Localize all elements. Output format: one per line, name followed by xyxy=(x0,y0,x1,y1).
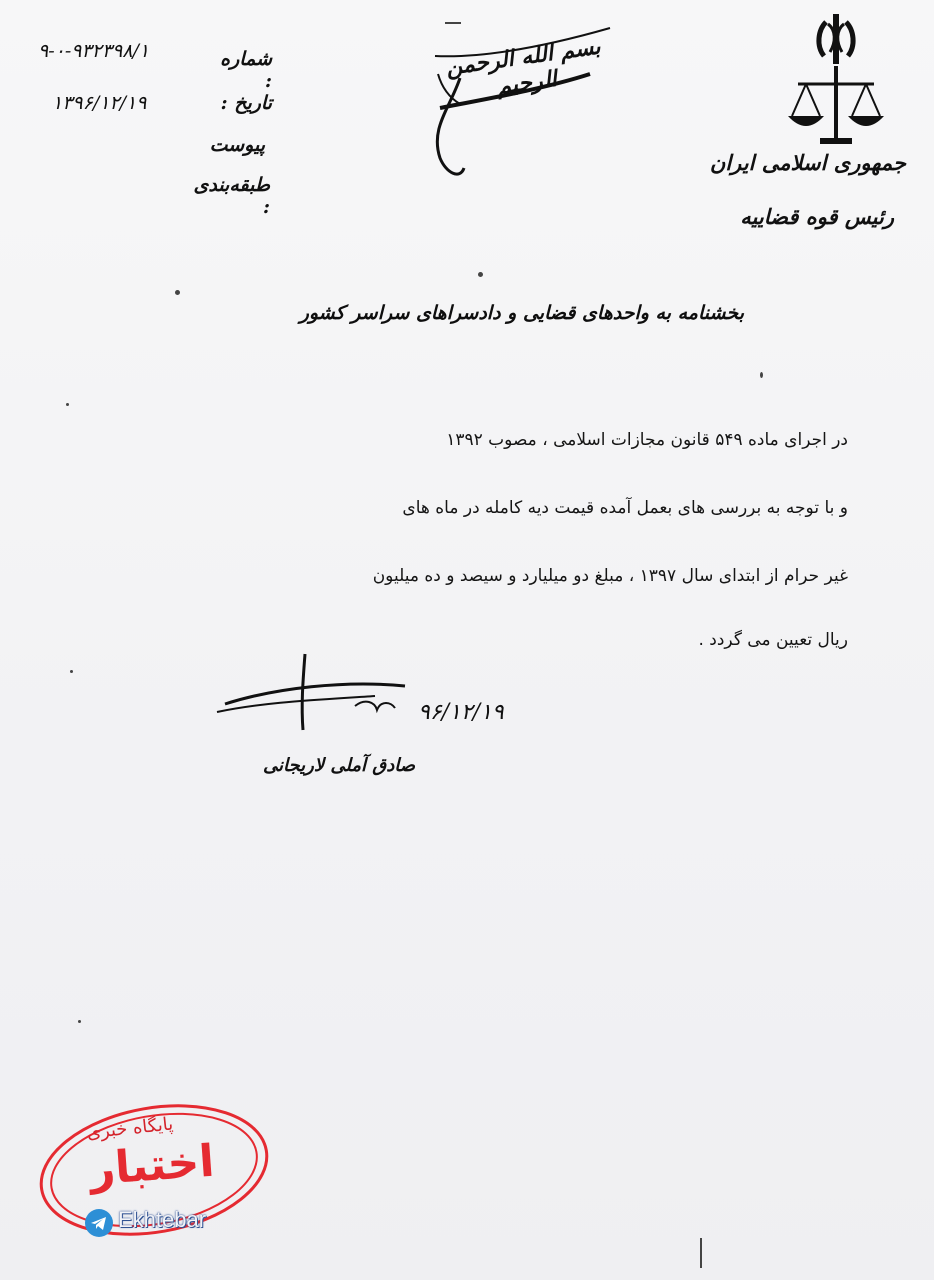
date-label: تاریخ : xyxy=(220,92,272,114)
watermark-top-text: پایگاه خبری xyxy=(85,1113,175,1144)
bismillah-text: بسم الله الرحمن الرحیم xyxy=(444,33,603,100)
number-value: ۹-۰-۹۳۲۳۹۸/۱ xyxy=(38,40,150,62)
watermark-main-text: اختبار xyxy=(88,1135,216,1196)
body-line: ریال تعیین می گردد . xyxy=(698,630,848,650)
classification-label: طبقه‌بندی : xyxy=(193,174,270,218)
signature-date: ۹۶/۱۲/۱۹ xyxy=(418,700,504,725)
date-value: ۱۳۹۶/۱۲/۱۹ xyxy=(52,92,147,114)
telegram-icon xyxy=(84,1208,114,1238)
country-heading: جمهوری اسلامی ایران xyxy=(709,150,906,175)
scan-speck xyxy=(175,290,180,295)
iran-emblem-scales-icon xyxy=(780,12,892,147)
watermark-brand: Ekhtebar xyxy=(118,1207,207,1232)
body-line: در اجرای ماده ۵۴۹ قانون مجازات اسلامی ، مصوب ۱۳۹۲ xyxy=(446,430,848,450)
body-line: و با توجه به بررسی های بعمل آمده قیمت دیه کامله در ماه های xyxy=(402,498,848,518)
handwritten-signature xyxy=(205,650,415,740)
scan-speck xyxy=(478,272,483,277)
scan-speck xyxy=(78,1020,81,1023)
scan-speck xyxy=(700,1238,702,1268)
scan-speck xyxy=(760,372,763,378)
body-line: غیر حرام از ابتدای سال ۱۳۹۷ ، مبلغ دو میلیارد و سیصد و ده میلیون xyxy=(372,566,848,586)
bismillah-calligraphy xyxy=(420,18,630,183)
circular-subject: بخشنامه به واحدهای قضایی و دادسراهای سراسر کشور xyxy=(299,302,744,324)
attachment-label: پیوست xyxy=(209,134,265,156)
scan-speck xyxy=(66,403,69,406)
scan-speck xyxy=(70,670,73,673)
number-label: شماره : xyxy=(220,48,272,92)
signer-name: صادق آملی لاریجانی xyxy=(263,755,415,776)
office-heading: رئیس قوه قضاییه xyxy=(740,204,894,229)
